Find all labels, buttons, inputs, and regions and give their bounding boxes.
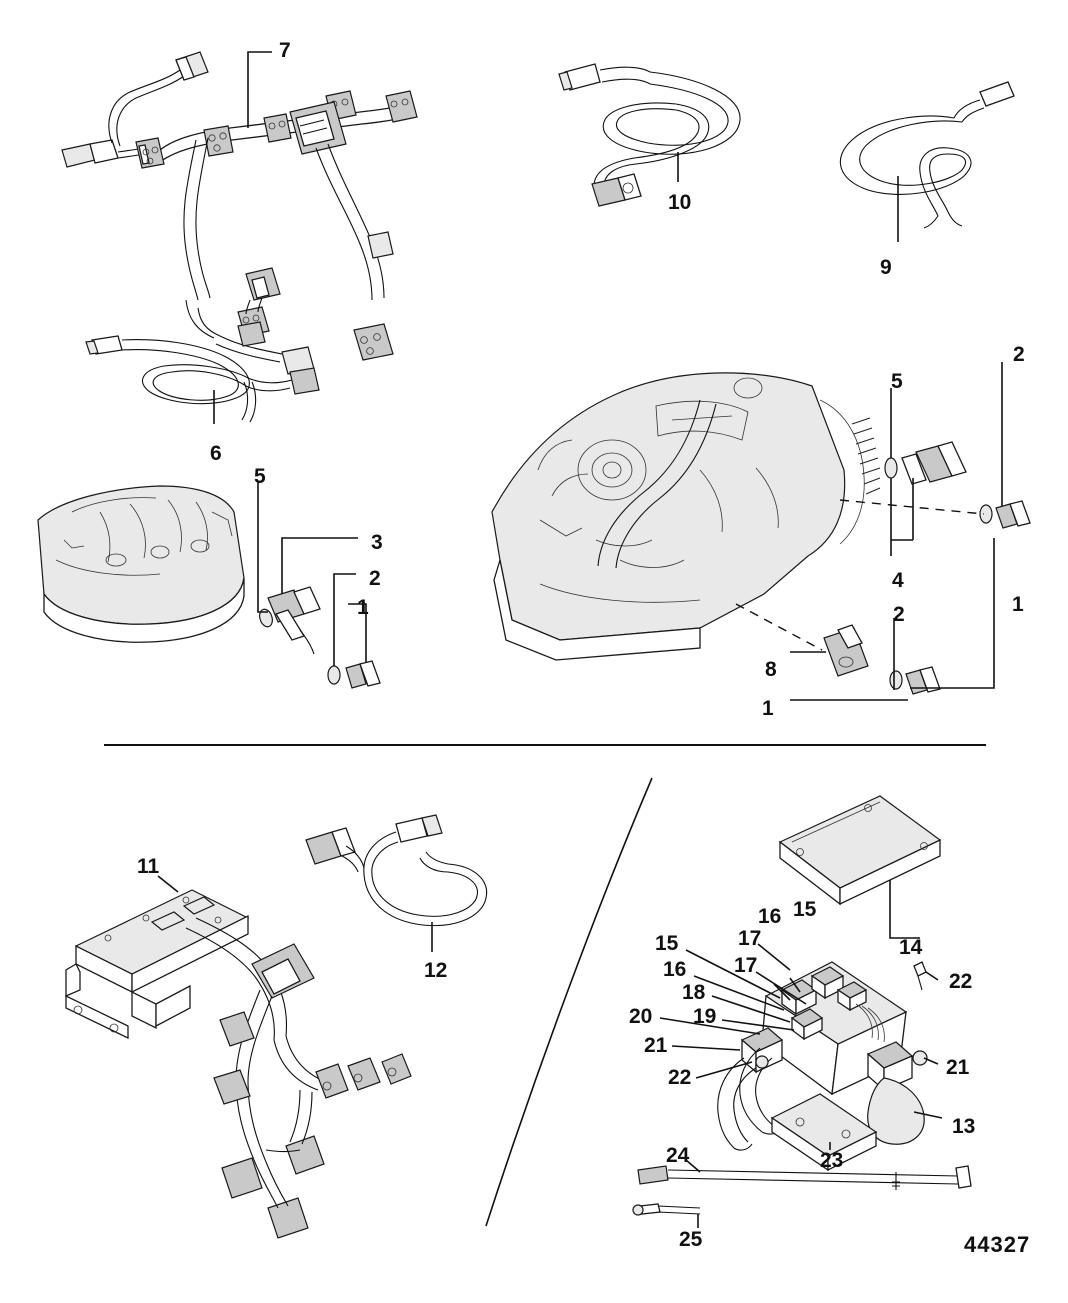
part-12-extension-cable [306,815,487,952]
callout-6: 6 [210,442,222,465]
callout-2-knock: 2 [893,603,905,626]
callout-5-left: 5 [254,465,266,488]
callout-17-b: 17 [734,954,758,977]
part-9-coiled-cable [840,82,1014,242]
callout-9: 9 [880,256,892,279]
callout-4: 4 [892,569,904,592]
callout-20: 20 [629,1005,653,1028]
callout-1-right: 1 [1012,593,1024,616]
part-24-25-tie-strap [633,1160,971,1228]
callout-14: 14 [899,936,923,959]
callout-15-b: 15 [655,932,679,955]
callout-16-a: 16 [758,905,782,928]
callout-1-left: 1 [357,596,369,619]
part-13-electrical-box [660,944,942,1170]
callout-8: 8 [765,658,777,681]
callout-5-right: 5 [891,370,903,393]
callout-10: 10 [668,191,692,214]
part-11-harness-bracket [66,876,411,1238]
callout-16-b: 16 [663,958,687,981]
callout-19: 19 [693,1005,717,1028]
callout-18: 18 [682,981,706,1004]
callout-21-a: 21 [644,1034,668,1057]
callout-12: 12 [424,959,448,982]
callout-7: 7 [279,39,291,62]
part-10-data-cable [559,64,740,206]
callout-13: 13 [952,1115,976,1138]
callout-1-knock: 1 [762,697,774,720]
callout-3: 3 [371,531,383,554]
callout-23: 23 [820,1149,844,1172]
callout-11: 11 [137,855,160,878]
callout-17-a: 17 [738,927,762,950]
callout-24: 24 [666,1144,690,1167]
callout-25: 25 [679,1228,703,1251]
part-6-jumper-harness [86,322,319,424]
callout-22-a: 22 [949,970,973,993]
callout-21-b: 21 [946,1056,970,1079]
right-engine-block-assembly [492,362,1030,700]
callout-15-a: 15 [793,898,817,921]
callout-2-topright: 2 [1013,343,1025,366]
callout-22-b: 22 [668,1066,692,1089]
figure-number: 44327 [964,1232,1031,1257]
callout-2-left: 2 [369,567,381,590]
left-engine-block-assembly [38,482,380,688]
